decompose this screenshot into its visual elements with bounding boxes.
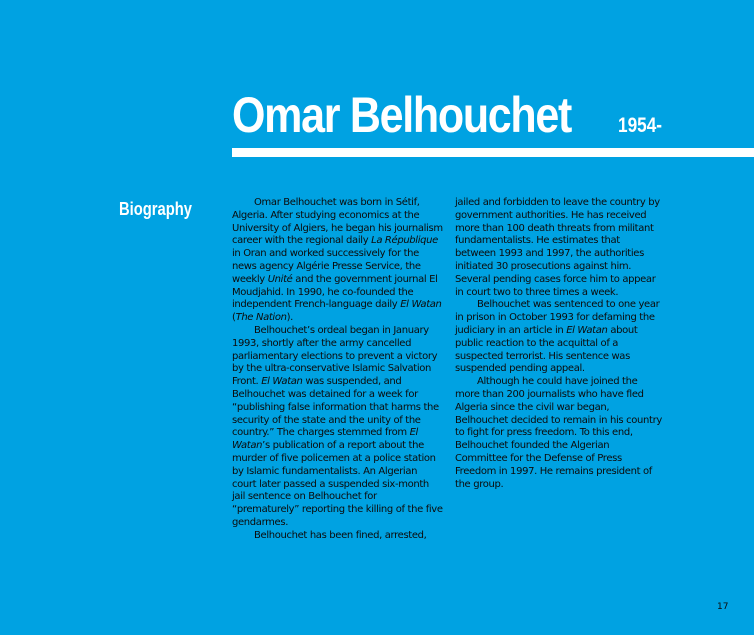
page-title — [232, 86, 663, 144]
paragraph: Although he could have joined the more than 200 journalists who have fled Algeria since the civil war began, Belhouchet decided to remain in his country to fight for press freedom. To this end, Belhouchet founded the Algerian Committee for the Defense of Press Freedom in 1997. He remains president of the group. — [455, 376, 662, 490]
text-run: and the government journal El Moudjahid. In 1990, he co-founded the independent French-language daily — [232, 273, 438, 311]
text-run: about public reaction to the acquittal of a suspected terrorist. His sentence was suspended pending appeal. — [455, 324, 638, 375]
section-label-biography: Biography — [119, 199, 192, 219]
text-run: ). — [286, 312, 293, 324]
biography-column-left — [232, 197, 444, 543]
italic-run: El Watan — [400, 299, 442, 311]
text-run: Belhouchet was sentenced to one year in prison in October 1993 for defaming the judiciary in an article in — [455, 299, 660, 336]
title-rule-divider — [232, 148, 754, 157]
title-years: 1954- — [618, 114, 663, 137]
text-run: ’s publication of a report about the murder of five policemen at a police station by Islamic fundamentalists. An Algerian court later passed a suspended six-month jail sentence on Belhouchet for “prematurely” reporting the killing of the five gendarmes. — [232, 440, 443, 528]
text-run: ( — [232, 312, 236, 324]
italic-run: The Nation — [235, 312, 287, 324]
paragraph — [232, 325, 444, 530]
italic-run: El Watan — [261, 376, 303, 388]
paragraph — [232, 197, 444, 325]
text-run: Omar Belhouchet was born in Sétif, Algeria. After studying economics at the University of Algiers, he began his journalism career with the regional daily — [232, 197, 443, 247]
text-run: in Oran and worked successively for the news agency Algérie Presse Service, the weekly — [232, 248, 421, 285]
biography-column-right — [455, 197, 663, 491]
paragraph: Belhouchet has been fined, arrested, — [254, 529, 427, 541]
paragraph: jailed and forbidden to leave the country by government authorities. He has received more than 100 death threats from militant fundamentalists. He estimates that between 1993 and 1997, the authorities initiated 30 prosecutions against him. Several pending cases force him to appear in court two to three times a week. — [455, 197, 660, 298]
italic-run: Unité — [267, 273, 293, 285]
italic-run: El Watan — [232, 427, 418, 452]
page-number: 17 — [717, 602, 729, 612]
paragraph — [455, 299, 663, 376]
text-run: Belhouchet’s ordeal began in January 1993, shortly after the army cancelled parliamentary elections to prevent a victory by the ultra-conservative Islamic Salvation Front. — [232, 324, 438, 388]
italic-run: La République — [371, 235, 438, 247]
text-run: was suspended, and Belhouchet was detained for a week for “publishing false information that harms the security of the state and the unity of the country.” The charges stemmed from — [232, 376, 439, 439]
title-name: Omar Belhouchet — [232, 87, 572, 143]
italic-run: El Watan — [566, 324, 608, 336]
